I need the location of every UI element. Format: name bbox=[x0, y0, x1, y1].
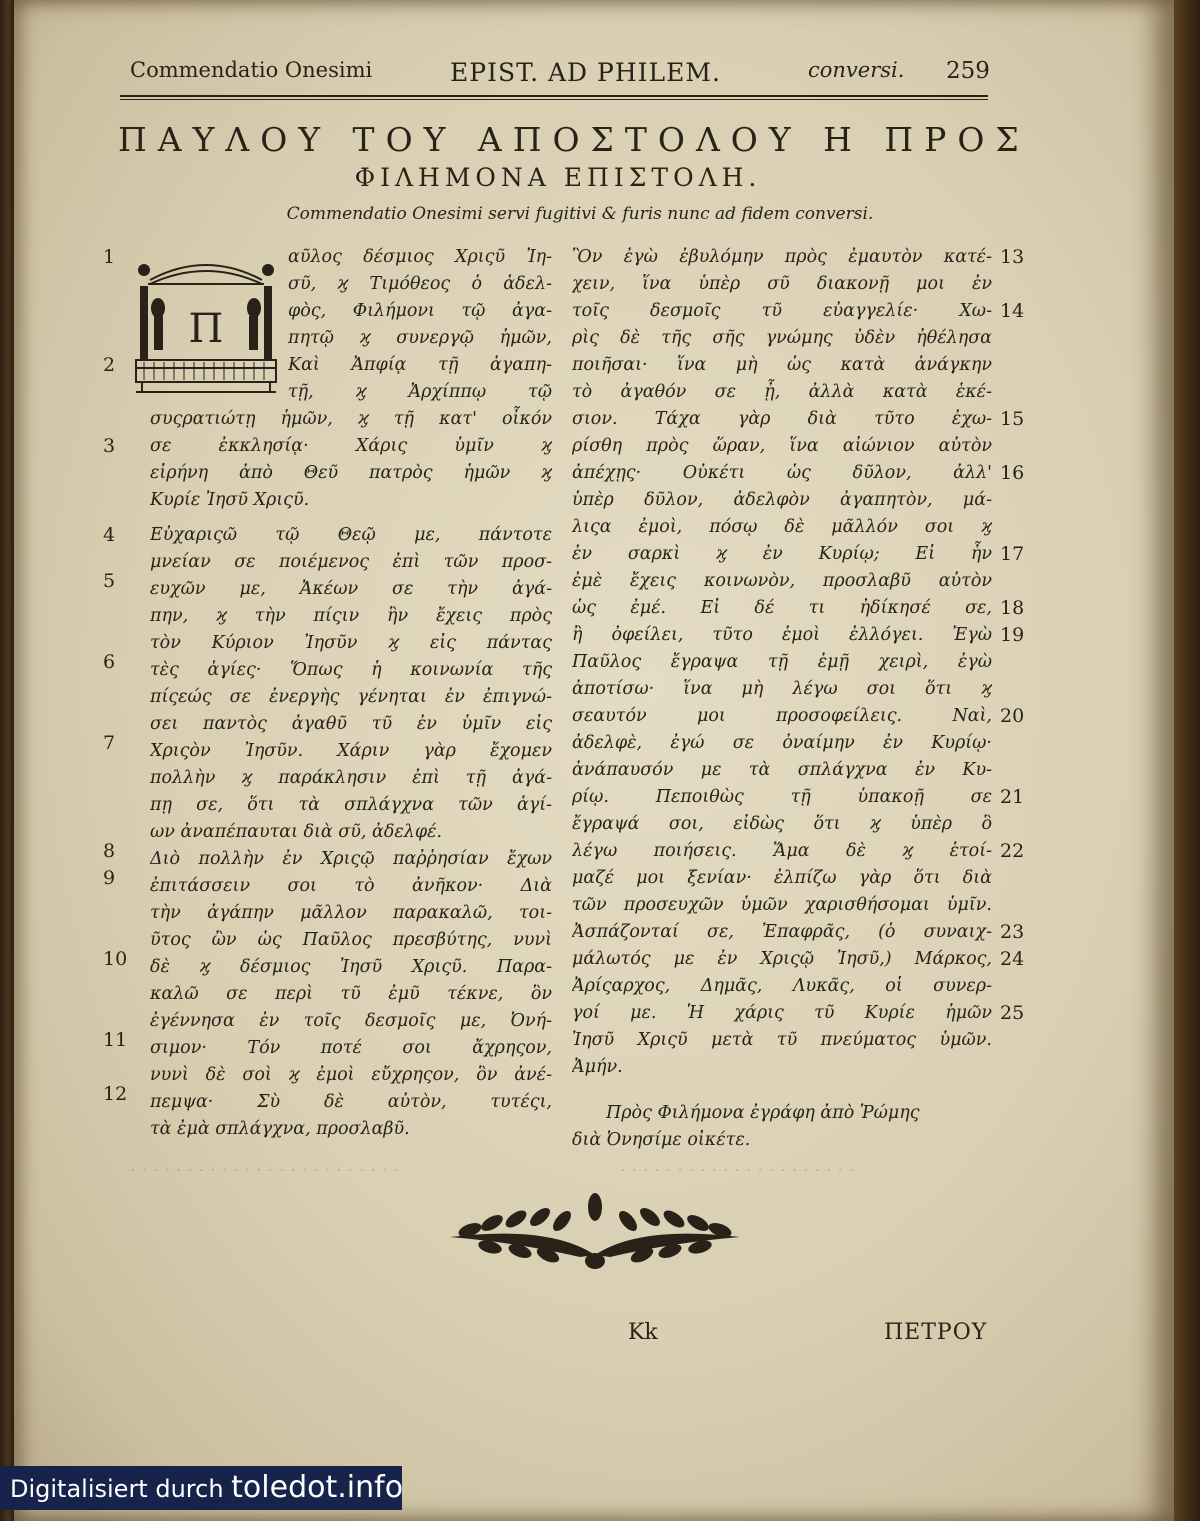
title-line-1: ΠΑΥΛΟΥ ΤΟΥ ΑΠΟΣΤΟΛΟΥ Η ΠΡΟΣ bbox=[118, 120, 1030, 159]
left-text-line: πολλὴν ϗ παράκλησιν ἐπὶ τῇ ἀγά- bbox=[150, 768, 552, 788]
left-text-line: τὴν ἀγάπην μᾶλλον παρακαλῶ, τοι- bbox=[150, 903, 552, 923]
left-column bbox=[150, 244, 552, 1143]
bleed-through: · · · · · · · · · · · · · · · · · · · · · bbox=[620, 1160, 855, 1181]
verse-number: 10 bbox=[103, 948, 128, 970]
left-text-line: σει παντὸς ἀγαθῦ τῦ ἐν ὑμῖν εἰς bbox=[150, 714, 552, 734]
verse-number: 17 bbox=[1000, 543, 1025, 565]
verse-number: 23 bbox=[1000, 921, 1025, 943]
right-text-line: ἀπέχῃς· Οὐκέτι ὡς δῦλον, ἀλλ' bbox=[572, 463, 992, 483]
left-text-line: Κυρίε Ἰησῦ Χριςῦ. bbox=[150, 490, 310, 510]
verse-number: 15 bbox=[1000, 408, 1025, 430]
running-head bbox=[120, 58, 1000, 98]
left-text-line: τὰ ἐμὰ σπλάγχνα, προσλαβῦ. bbox=[150, 1119, 410, 1139]
left-text-line: πῃ σε, ὅτι τὰ σπλάγχνα τῶν ἁγί- bbox=[150, 795, 552, 815]
catchword: ΠΕΤΡΟΥ bbox=[884, 1320, 988, 1345]
left-text-line: Διὸ πολλὴν ἐν Χριςῷ παῤῥησίαν ἔχων bbox=[150, 849, 552, 869]
left-text-line: Χριςὸν Ἰησῦν. Χάριν γὰρ ἔχομεν bbox=[150, 741, 552, 761]
verse-number: 6 bbox=[103, 651, 116, 673]
right-text-line: σιον. Τάχα γὰρ διὰ τῦτο ἐχω- bbox=[572, 409, 992, 429]
left-text-line: ἐγέννησα ἐν τοῖς δεσμοῖς με, Ὀνή- bbox=[150, 1011, 552, 1031]
verse-number: 7 bbox=[103, 732, 116, 754]
left-text-line: αῦλος δέσμιος Χριςῦ Ἰη- bbox=[288, 247, 552, 267]
right-column bbox=[572, 244, 992, 1081]
left-text-line: συςρατιώτῃ ἡμῶν, ϗ τῇ κατ' οἶκόν bbox=[150, 409, 552, 429]
chapter-summary: Commendatio Onesimi servi fugitivi & furis nunc ad fidem conversi. bbox=[286, 204, 874, 224]
verse-number: 1 bbox=[103, 246, 116, 268]
right-text-line: ρίσθη πρὸς ὥραν, ἵνα αἰώνιον αὐτὸν bbox=[572, 436, 992, 456]
verse-number: 14 bbox=[1000, 300, 1025, 322]
running-head-center: EPIST. AD PHILEM. bbox=[450, 58, 721, 87]
right-text-line: μαζέ μοι ξενίαν· ἐλπίζω γὰρ ὅτι διὰ bbox=[572, 868, 992, 888]
right-text-line: Ἰησῦ Χριςῦ μετὰ τῦ πνεύματος ὑμῶν. bbox=[572, 1030, 992, 1050]
verse-number: 21 bbox=[1000, 786, 1025, 808]
left-text-line: πεμψα· Σὺ δὲ αὐτὸν, τυτέςι, bbox=[150, 1092, 552, 1112]
right-text-line: ἀποτίσω· ἵνα μὴ λέγω σοι ὅτι ϗ bbox=[572, 679, 992, 699]
verse-number: 20 bbox=[1000, 705, 1025, 727]
right-text-line: λέγω ποιήσεις. Ἅμα δὲ ϗ ἑτοί- bbox=[572, 841, 992, 861]
right-text-line: σεαυτόν μοι προσοφείλεις. Ναὶ, bbox=[572, 706, 992, 726]
left-text-line: μνείαν σε ποιέμενος ἐπὶ τῶν προσ- bbox=[150, 552, 552, 572]
right-text-line: Ἀρίςαρχος, Δημᾶς, Λυκᾶς, οἱ συνερ- bbox=[572, 976, 992, 996]
left-text-line: καλῶ σε περὶ τῦ ἐμῦ τέκνε, ὃν bbox=[150, 984, 552, 1004]
right-text-line: ἔγραψά σοι, εἰδὼς ὅτι ϗ ὑπὲρ ὃ bbox=[572, 814, 992, 834]
verse-number: 16 bbox=[1000, 462, 1025, 484]
verse-number: 9 bbox=[103, 867, 116, 889]
left-text-line: Εὐχαριςῶ τῷ Θεῷ με, πάντοτε bbox=[150, 525, 552, 545]
page-number: 259 bbox=[946, 58, 990, 84]
subscription-line-1: Πρὸς Φιλήμονα ἐγράφη ἀπὸ Ῥώμης bbox=[606, 1103, 920, 1123]
right-text-line: λιςα ἐμοὶ, πόσῳ δὲ μᾶλλόν σοι ϗ bbox=[572, 517, 992, 537]
verse-number: 22 bbox=[1000, 840, 1025, 862]
right-text-line: ποιῆσαι· ἵνα μὴ ὡς κατὰ ἀνάγκην bbox=[572, 355, 992, 375]
verse-number: 8 bbox=[103, 840, 116, 862]
left-text-line: εἰρήνη ἀπὸ Θεῦ πατρὸς ἡμῶν ϗ bbox=[150, 463, 552, 483]
left-text-line: πην, ϗ τὴν πίςιν ἣν ἔχεις πρὸς bbox=[150, 606, 552, 626]
left-text-line: ευχῶν με, Ἀκέων σε τὴν ἀγά- bbox=[150, 579, 552, 599]
left-text-line: τῇ, ϗ Ἀρχίππῳ τῷ bbox=[288, 382, 552, 402]
right-text-line: ἀδελφὲ, ἐγώ σε ὀναίμην ἐν Κυρίῳ· bbox=[572, 733, 992, 753]
floral-ornament-icon bbox=[430, 1185, 760, 1275]
page-edge bbox=[1174, 0, 1200, 1521]
right-text-line: ὑπὲρ δῦλον, ἀδελφὸν ἀγαπητὸν, μά- bbox=[572, 490, 992, 510]
left-text-line: πητῷ ϗ συνεργῷ ἡμῶν, bbox=[288, 328, 552, 348]
verse-number: 19 bbox=[1000, 624, 1025, 646]
right-text-line: χειν, ἵνα ὑπὲρ σῦ διακονῇ μοι ἐν bbox=[572, 274, 992, 294]
right-text-line: μάλωτός με ἐν Χριςῷ Ἰησῦ,) Μάρκος, bbox=[572, 949, 992, 969]
subscription-line-2: διὰ Ὀνησίμε οἰκέτε. bbox=[572, 1130, 751, 1150]
right-text-line: γοί με. Ἡ χάρις τῦ Κυρίε ἡμῶν bbox=[572, 1003, 992, 1023]
signature-mark: Kk bbox=[628, 1320, 658, 1345]
drop-cap-letter: Π bbox=[188, 306, 224, 352]
watermark-site-link[interactable]: toledot.info bbox=[231, 1470, 404, 1505]
left-text-line: τὲς ἁγίες· Ὅπως ἡ κοινωνία τῆς bbox=[150, 660, 552, 680]
header-rule bbox=[120, 95, 988, 100]
left-text-line: σιμον· Τόν ποτέ σοι ἄχρηςον, bbox=[150, 1038, 552, 1058]
verse-number: 11 bbox=[103, 1029, 128, 1051]
verse-number: 4 bbox=[103, 524, 116, 546]
right-text-line: τῶν προσευχῶν ὑμῶν χαρισθήσομαι ὑμῖν. bbox=[572, 895, 992, 915]
left-text-line: ἐπιτάσσειν σοι τὸ ἀνῆκον· Διὰ bbox=[150, 876, 552, 896]
verse-number: 25 bbox=[1000, 1002, 1025, 1024]
left-text-line: πίςεώς σε ἐνεργὴς γένηται ἐν ἐπιγνώ- bbox=[150, 687, 552, 707]
right-text-line: τοῖς δεσμοῖς τῦ εὐαγγελίε· Χω- bbox=[572, 301, 992, 321]
verse-number: 3 bbox=[103, 435, 116, 457]
verse-number: 5 bbox=[103, 570, 116, 592]
verse-number: 24 bbox=[1000, 948, 1025, 970]
verse-number: 12 bbox=[103, 1083, 128, 1105]
title-line-2: ΦΙΛΗΜΟΝΑ ΕΠΙΣΤΟΛΗ. bbox=[354, 163, 762, 192]
running-head-right: conversi. bbox=[808, 58, 905, 82]
left-text-line: ων ἀναπέπαυται διὰ σῦ, ἀδελφέ. bbox=[150, 822, 443, 842]
right-text-line: ρίῳ. Πεποιθὼς τῇ ὑπακοῇ σε bbox=[572, 787, 992, 807]
digitization-watermark[interactable] bbox=[0, 1466, 402, 1510]
left-text-line: Καὶ Ἀπφίᾳ τῇ ἀγαπη- bbox=[288, 355, 552, 375]
left-text-line: ῦτος ὢν ὡς Παῦλος πρεσβύτης, νυνὶ bbox=[150, 930, 552, 950]
verse-number: 18 bbox=[1000, 597, 1025, 619]
right-text-line: ἐν σαρκὶ ϗ ἐν Κυρίῳ; Εἰ ἦν bbox=[572, 544, 992, 564]
left-text-line: σε ἐκκλησίᾳ· Χάρις ὑμῖν ϗ bbox=[150, 436, 552, 456]
subscription bbox=[572, 1100, 992, 1154]
right-text-line: Παῦλος ἔγραψα τῇ ἐμῇ χειρὶ, ἐγὼ bbox=[572, 652, 992, 672]
running-head-left: Commendatio Onesimi bbox=[130, 58, 373, 82]
right-text-line: τὸ ἀγαθόν σε ᾖ, ἀλλὰ κατὰ ἑκέ- bbox=[572, 382, 992, 402]
right-text-line: Ἀσπάζονταί σε, Ἐπαφρᾶς, (ὁ συναιχ- bbox=[572, 922, 992, 942]
right-text-line: ὡς ἐμέ. Εἰ δέ τι ἠδίκησέ σε, bbox=[572, 598, 992, 618]
left-text-line: δὲ ϗ δέσμιος Ἰησῦ Χριςῦ. Παρα- bbox=[150, 957, 552, 977]
right-text-line: ἐμὲ ἔχεις κοινωνὸν, προσλαβῦ αὐτὸν bbox=[572, 571, 992, 591]
verse-number: 13 bbox=[1000, 246, 1025, 268]
verse-number: 2 bbox=[103, 354, 116, 376]
right-text-line: Ὃν ἐγὼ ἐβυλόμην πρὸς ἐμαυτὸν κατέ- bbox=[572, 247, 992, 267]
left-text-line: νυνὶ δὲ σοὶ ϗ ἐμοὶ εὔχρηςον, ὃν ἀνέ- bbox=[150, 1065, 552, 1085]
watermark-prefix: Digitalisiert durch bbox=[10, 1475, 232, 1503]
bleed-through: · · · · · · · · · · · · · · · · · · · · · · · · bbox=[130, 1160, 399, 1181]
right-text-line: ἀνάπαυσόν με τὰ σπλάγχνα ἐν Κυ- bbox=[572, 760, 992, 780]
right-text-line: ἢ ὀφείλει, τῦτο ἐμοὶ ἐλλόγει. Ἐγὼ bbox=[572, 625, 992, 645]
left-text-line: τὸν Κύριον Ἰησῦν ϗ εἰς πάντας bbox=[150, 633, 552, 653]
left-text-line: φὸς, Φιλήμονι τῷ ἀγα- bbox=[288, 301, 552, 321]
right-text-line: Ἀμήν. bbox=[572, 1057, 623, 1077]
right-text-line: ρὶς δὲ τῆς σῆς γνώμης ὐδὲν ἠθέλησα bbox=[572, 328, 992, 348]
left-text-line: σῦ, ϗ Τιμόθεος ὁ ἀδελ- bbox=[288, 274, 552, 294]
